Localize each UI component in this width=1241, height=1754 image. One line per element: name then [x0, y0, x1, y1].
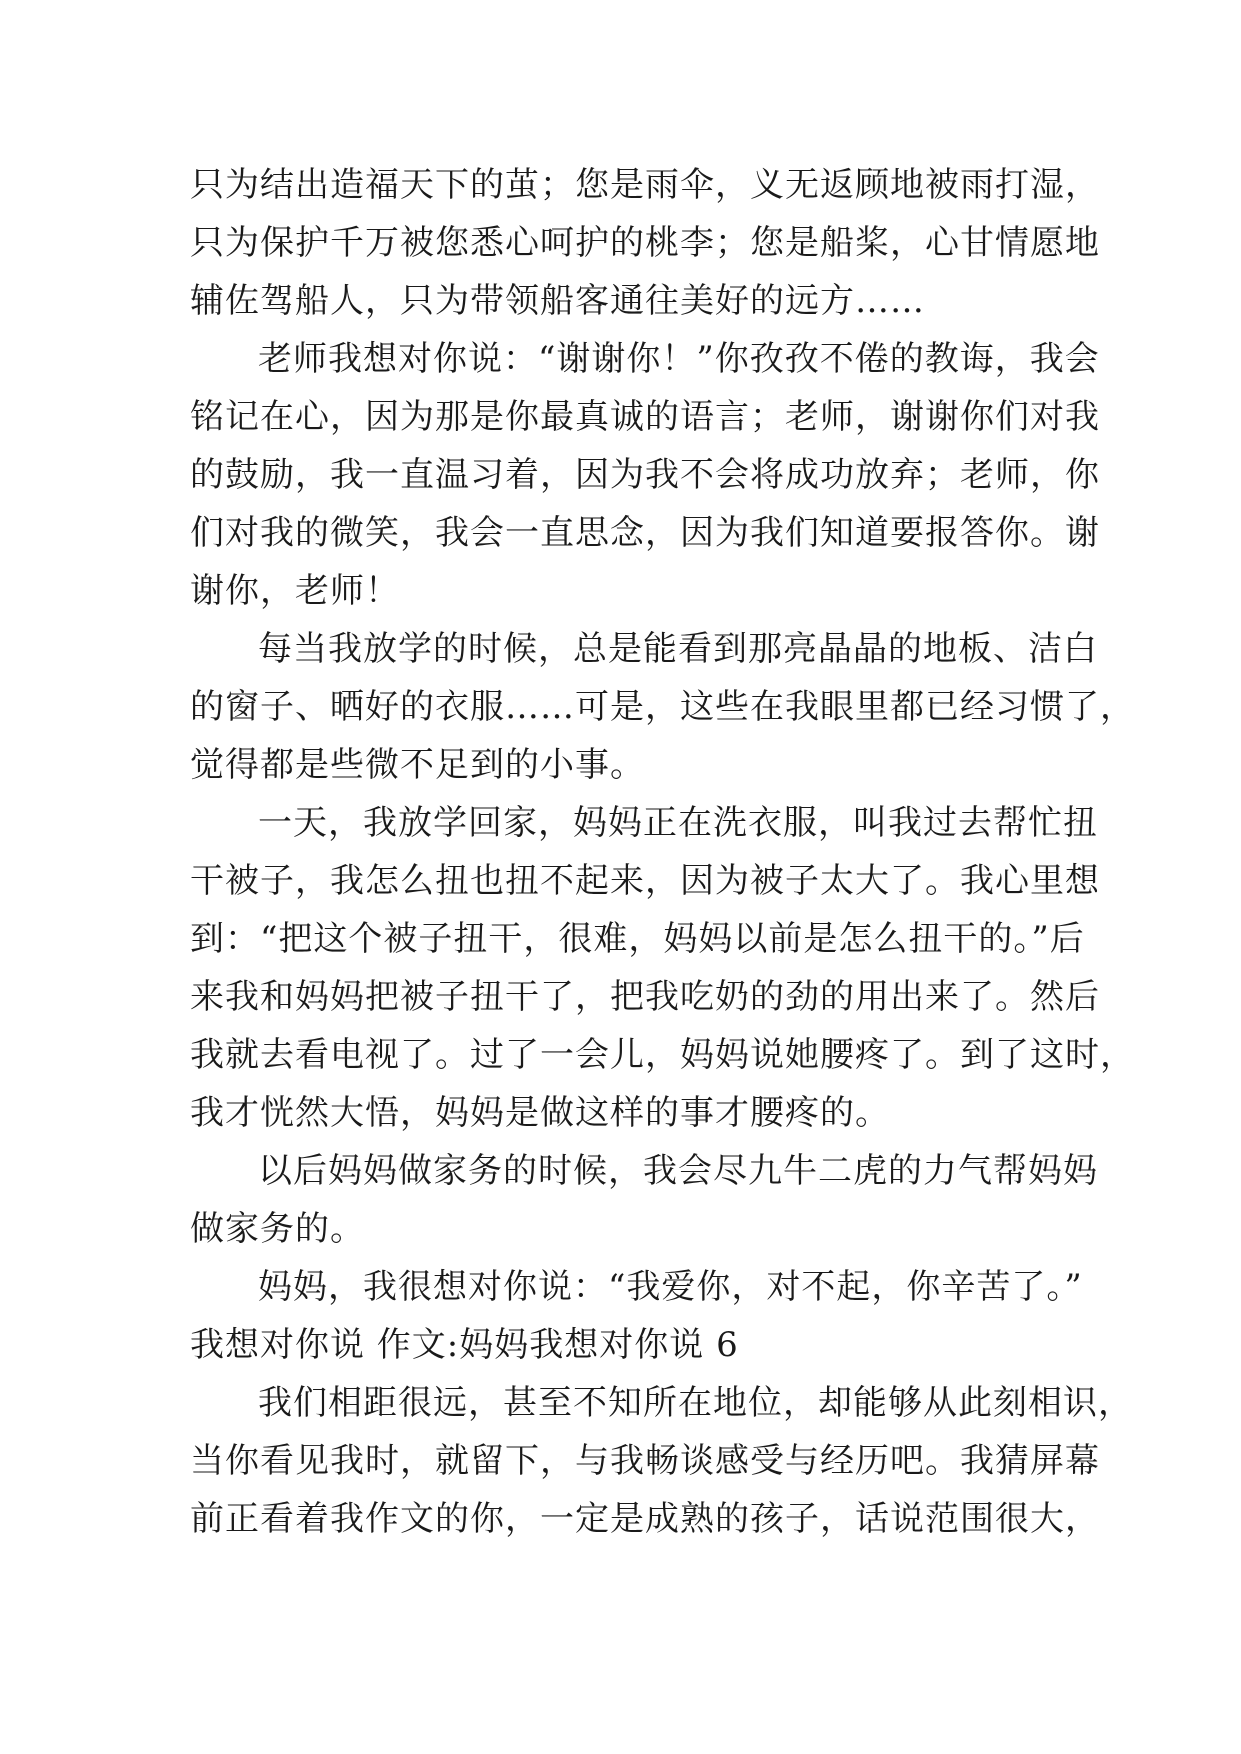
text-line: 我才恍然大悟，妈妈是做这样的事才腰疼的。: [190, 1093, 890, 1133]
text-line: 妈妈，我很想对你说：“我爱你，对不起，你辛苦了。”: [258, 1267, 1083, 1307]
text-line: 的窗子、晒好的衣服……可是，这些在我眼里都已经习惯了，: [190, 687, 1135, 727]
text-line: 我就去看电视了。过了一会儿，妈妈说她腰疼了。到了这时，: [190, 1035, 1135, 1075]
text-line: 铭记在心，因为那是你最真诚的语言；老师，谢谢你们对我: [190, 397, 1100, 437]
text-line: 每当我放学的时候，总是能看到那亮晶晶的地板、洁白: [258, 629, 1098, 669]
text-line: 觉得都是些微不足到的小事。: [190, 745, 645, 785]
text-line: 前正看着我作文的你，一定是成熟的孩子，话说范围很大，: [190, 1499, 1100, 1539]
text-line: 老师我想对你说：“谢谢你！”你孜孜不倦的教诲，我会: [258, 339, 1100, 379]
text-line: 只为结出造福天下的茧；您是雨伞，义无返顾地被雨打湿，: [190, 165, 1100, 205]
text-line: 的鼓励，我一直温习着，因为我不会将成功放弃；老师，你: [190, 455, 1100, 495]
text-line: 到：“把这个被子扭干，很难，妈妈以前是怎么扭干的。”后: [190, 919, 1085, 959]
text-line: 当你看见我时，就留下，与我畅谈感受与经历吧。我猜屏幕: [190, 1441, 1100, 1481]
text-line: 我想对你说 作文:妈妈我想对你说 6: [190, 1325, 739, 1365]
text-line: 做家务的。: [190, 1209, 365, 1249]
text-line: 干被子，我怎么扭也扭不起来，因为被子太大了。我心里想: [190, 861, 1100, 901]
text-line: 们对我的微笑，我会一直思念，因为我们知道要报答你。谢: [190, 513, 1100, 553]
document-body: [190, 156, 1135, 1548]
text-line: 我们相距很远，甚至不知所在地位，却能够从此刻相识，: [258, 1383, 1133, 1423]
text-line: 只为保护千万被您悉心呵护的桃李；您是船桨，心甘情愿地: [190, 223, 1100, 263]
text-line: 以后妈妈做家务的时候，我会尽九牛二虎的力气帮妈妈: [258, 1151, 1098, 1191]
text-line: 来我和妈妈把被子扭干了，把我吃奶的劲的用出来了。然后: [190, 977, 1100, 1017]
text-line: 辅佐驾船人，只为带领船客通往美好的远方……: [190, 281, 925, 321]
text-line: 谢你，老师！: [190, 571, 400, 611]
text-line: 一天，我放学回家，妈妈正在洗衣服，叫我过去帮忙扭: [258, 803, 1098, 843]
